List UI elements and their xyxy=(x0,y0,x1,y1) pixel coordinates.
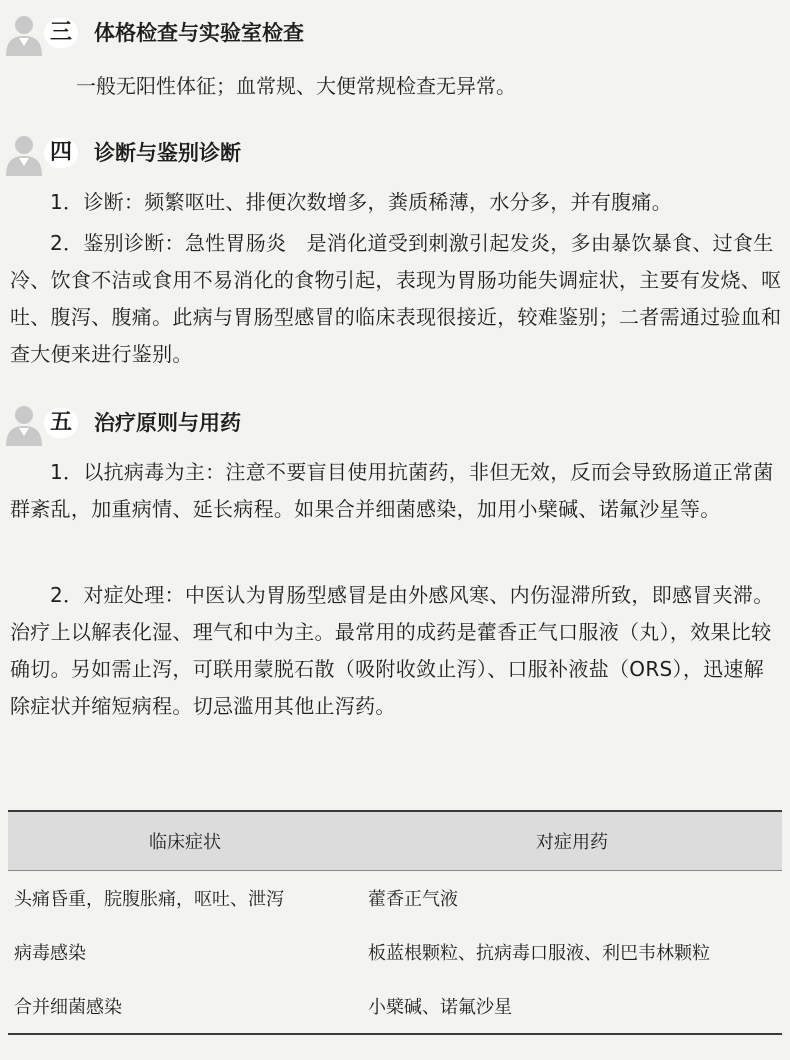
section-body: 一般无阳性体征；血常规、大便常规检查无异常。 xyxy=(76,74,516,98)
section-title: 治疗原则与用药 xyxy=(94,411,241,435)
differential-diagnosis-paragraph: 2．鉴别诊断：急性胃肠炎 是消化道受到刺激引起发炎，多由暴饮暴食、过食生冷、饮食不洁或食用不易消化的食物引起，表现为胃肠功能失调症状，主要有发烧、呕吐、腹泻、腹痛。此病与胃肠型感冒的临床表现很接近，较难鉴别；二者需通过验血和查大便来进行鉴别。 xyxy=(10,231,782,366)
table-row xyxy=(8,979,782,1034)
table-row xyxy=(8,925,782,979)
doctor-icon xyxy=(4,132,48,176)
section-number: 三 xyxy=(44,18,78,48)
diagnosis-paragraph: 1．诊断：频繁呕吐、排便次数增多，粪质稀薄，水分多，并有腹痛。 xyxy=(50,190,673,214)
table-row xyxy=(8,871,782,926)
medication-cell: 藿香正气液 xyxy=(368,889,458,910)
section-header-4 xyxy=(0,128,790,178)
doctor-icon xyxy=(4,402,48,446)
symptom-cell: 头痛昏重，脘腹胀痛，呕吐、泄泻 xyxy=(14,889,284,910)
section-header-3 xyxy=(0,8,790,58)
section-title: 体格检查与实验室检查 xyxy=(94,21,304,45)
section-number: 四 xyxy=(44,138,78,168)
doctor-icon xyxy=(4,12,48,56)
medication-cell: 小檗碱、诺氟沙星 xyxy=(362,979,782,1034)
symptom-cell: 病毒感染 xyxy=(14,943,86,964)
column-header-medication: 对症用药 xyxy=(362,811,782,871)
section-title: 诊断与鉴别诊断 xyxy=(94,141,241,165)
table-header-row xyxy=(8,811,782,871)
section-header-5 xyxy=(0,398,790,448)
column-header-symptom: 临床症状 xyxy=(8,811,362,871)
symptom-cell: 合并细菌感染 xyxy=(8,979,362,1034)
treatment-paragraph-1: 1．以抗病毒为主：注意不要盲目使用抗菌药，非但无效，反而会导致肠道正常菌群紊乱，加重病情、延长病程。如果合并细菌感染，加用小檗碱、诺氟沙星等。 xyxy=(10,460,774,521)
medication-table xyxy=(8,810,782,1035)
treatment-paragraph-2: 2．对症处理：中医认为胃肠型感冒是由外感风寒、内伤湿滞所致，即感冒夹滞。治疗上以解表化湿、理气和中为主。最常用的成药是藿香正气口服液（丸），效果比较确切。另如需止泻，可联用蒙脱石散（吸附收敛止泻）、口服补液盐（ORS），迅速解除症状并缩短病程。切忌滥用其他止泻药。 xyxy=(10,583,774,718)
medication-cell: 板蓝根颗粒、抗病毒口服液、利巴韦林颗粒 xyxy=(368,943,710,964)
section-number: 五 xyxy=(44,408,78,438)
